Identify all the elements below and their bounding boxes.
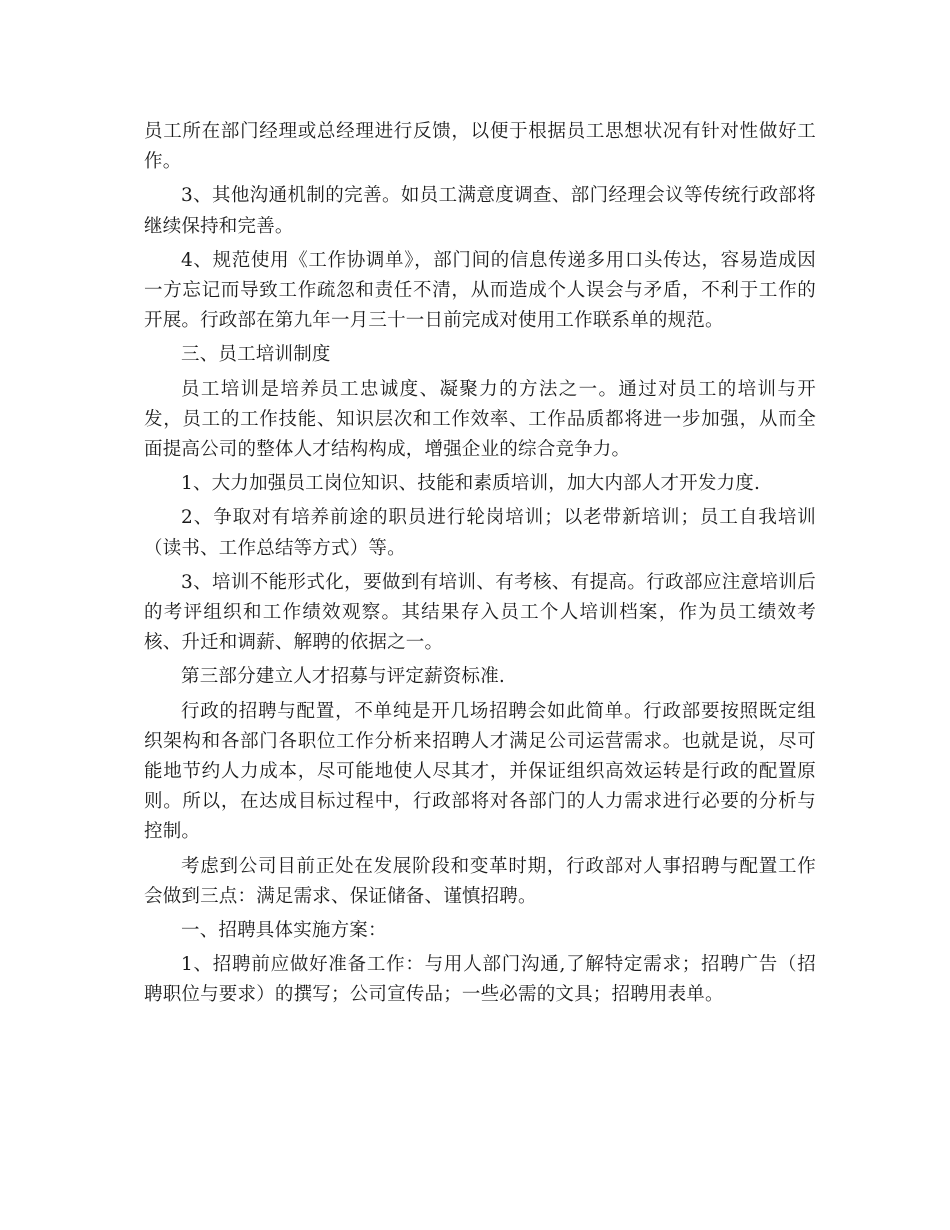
paragraph-3: 4、规范使用《工作协调单》，部门间的信息传递多用口头传达，容易造成因一方忘记而导致工作疏忽和责任不清，从而造成个人误会与矛盾，不利于工作的开展。行政部在第九年一月三十一日前完成对使用工作联系单的规范。 [144,249,816,332]
paragraph-8: 3、培训不能形式化，要做到有培训、有考核、有提高。行政部应注意培训后的考评组织和工作绩效观察。其结果存入员工个人培训档案，作为员工绩效考核、升迁和调薪、解聘的依据之一。 [144,571,816,654]
section-heading-training: 三、员工培训制度 [181,344,331,366]
paragraph-11: 考虑到公司目前正处在发展阶段和变革时期，行政部对人事招聘与配置工作会做到三点：满足需求、保证储备、谨慎招聘。 [144,855,816,907]
section-heading-part-three: 第三部分建立人才招募与评定薪资标准. [181,666,505,688]
paragraph-1: 员工所在部门经理或总经理进行反馈，以便于根据员工思想状况有针对性做好工作。 [144,121,816,173]
document-body [144,117,816,1015]
paragraph-7: 2、争取对有培养前途的职员进行轮岗培训；以老带新培训；员工自我培训（读书、工作总结等方式）等。 [144,507,816,559]
paragraph-5: 员工培训是培养员工忠诚度、凝聚力的方法之一。通过对员工的培训与开发，员工的工作技能、知识层次和工作效率、工作品质都将进一步加强，从而全面提高公司的整体人才结构构成，增强企业的综合竞争力。 [144,378,816,461]
paragraph-2: 3、其他沟通机制的完善。如员工满意度调查、部门经理会议等传统行政部将继续保持和完善。 [144,185,816,237]
paragraph-6: 1、大力加强员工岗位知识、技能和素质培训，加大内部人才开发力度. [181,473,761,495]
paragraph-10: 行政的招聘与配置，不单纯是开几场招聘会如此简单。行政部要按照既定组织架构和各部门各职位工作分析来招聘人才满足公司运营需求。也就是说，尽可能地节约人力成本，尽可能地使人尽其才，并保证组织高效运转是行政的配置原则。所以，在达成目标过程中，行政部将对各部门的人力需求进行必要的分析与控制。 [144,700,816,843]
section-heading-recruitment-plan: 一、招聘具体实施方案： [181,920,387,942]
paragraph-13: 1、招聘前应做好准备工作：与用人部门沟通,了解特定需求；招聘广告（招聘职位与要求）的撰写；公司宣传品；一些必需的文具；招聘用表单。 [144,954,816,1006]
